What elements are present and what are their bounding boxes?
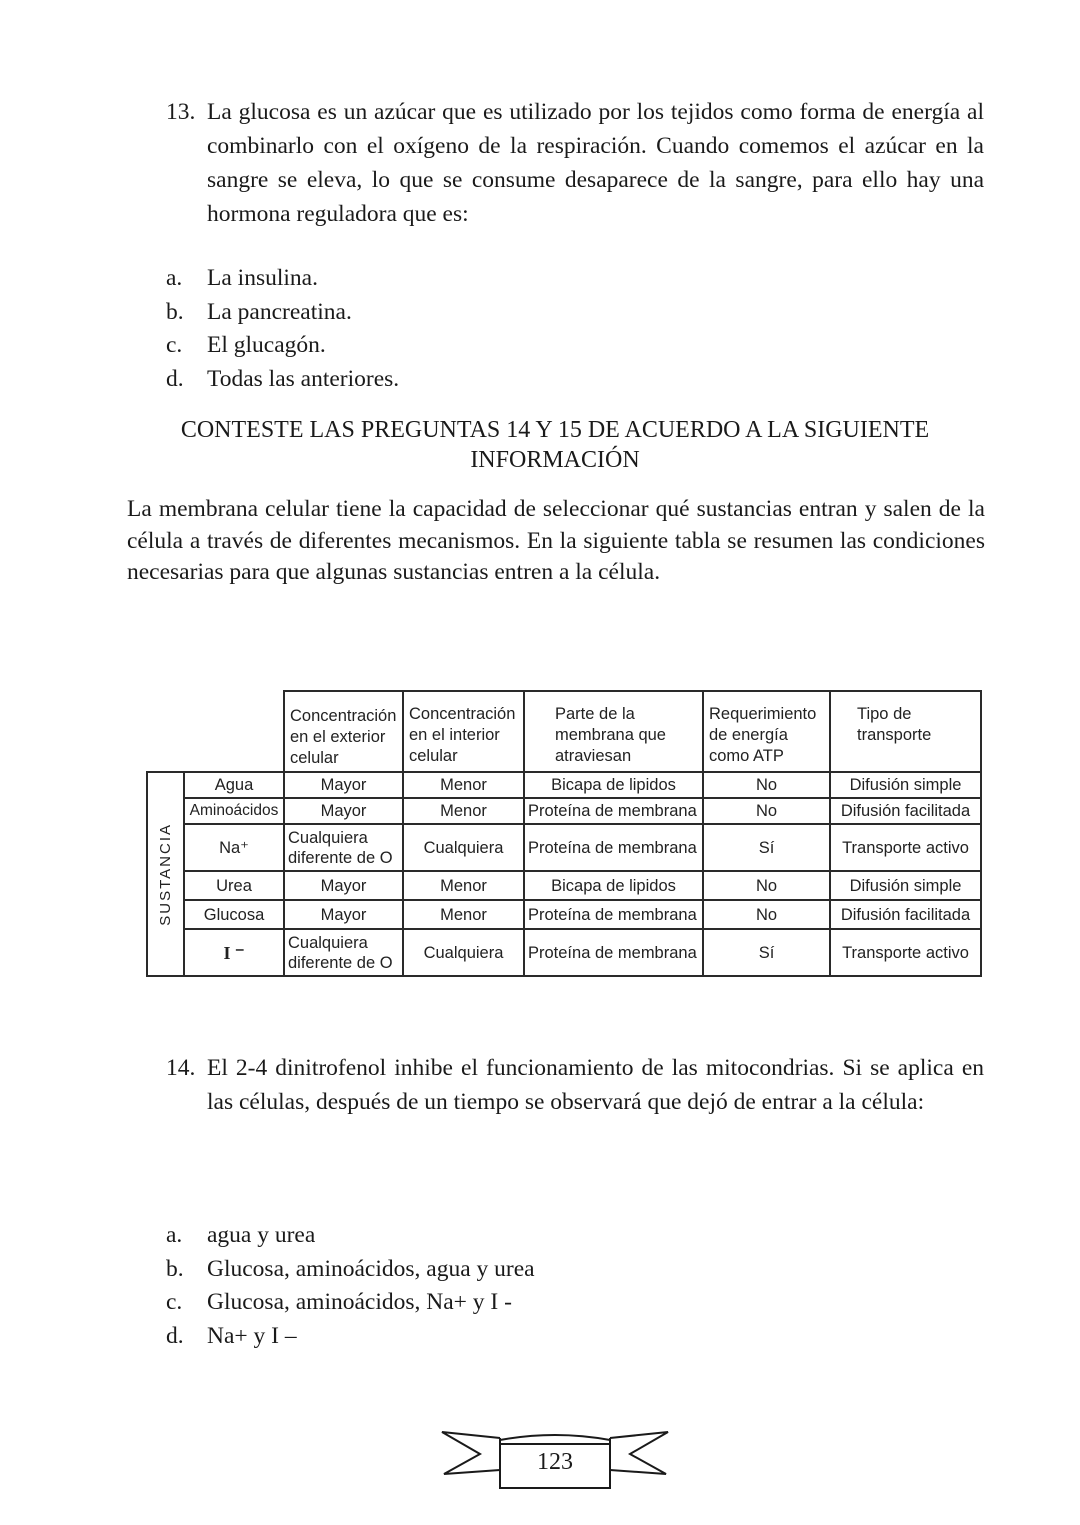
table-row: Glucosa Mayor Menor Proteína de membrana No Difusión facilitada [147, 900, 981, 929]
option-b: b. Glucosa, aminoácidos, agua y urea [166, 1255, 535, 1282]
header-atp: Requerimiento de energía como ATP [703, 691, 830, 772]
question-stem: El 2-4 dinitrofenol inhibe el funcionamiento de las mitocondrias. Si se aplica en las células, después de un tiempo se observará que dejó de entrar a la célula: [207, 1055, 984, 1115]
substance-cell: I ⁻ [184, 929, 284, 976]
transport-table [146, 690, 982, 977]
substance-cell: Urea [184, 871, 284, 900]
page-number: 123 [537, 1449, 573, 1475]
option-a: a. La insulina. [166, 265, 318, 291]
option-d: d. Todas las anteriores. [166, 365, 400, 392]
table-row: SUSTANCIA Agua Mayor Menor Bicapa de lipidos No Difusión simple [147, 772, 981, 798]
question-stem: La glucosa es un azúcar que es utilizado por los tejidos como forma de energía al combinarlo con el oxígeno de la respiración. Cuando comemos el azúcar en la sangre se eleva, lo que se consume desaparece de la sangre, para ello hay una hormona reguladora que es: [207, 99, 984, 227]
instruction-heading: CONTESTE LAS PREGUNTAS 14 Y 15 DE ACUERDO A LA SIGUIENTE INFORMACIÓN [180, 417, 930, 473]
intro-paragraph: La membrana celular tiene la capacidad de seleccionar qué sustancias entran y salen de la célula a través de diferentes mecanismos. En la siguiente tabla se resumen las condiciones necesarias para que algunas sustancias entren a la célula. [127, 496, 985, 585]
substance-cell: Agua [184, 772, 284, 798]
question-number: 13. [166, 99, 196, 125]
option-d: d. Na+ y I – [166, 1322, 297, 1349]
question-14 [166, 1051, 984, 1119]
table-row: Na⁺ Cualquiera diferente de O Cualquiera Proteína de membrana Sí Transporte activo [147, 824, 981, 871]
option-c: c. El glucagón. [166, 332, 326, 358]
table-header-row [147, 691, 981, 772]
header-type: Tipo de transporte [830, 691, 981, 772]
substance-cell: Na⁺ [184, 824, 284, 871]
table-row: Urea Mayor Menor Bicapa de lipidos No Difusión simple [147, 871, 981, 900]
option-b: b. La pancreatina. [166, 298, 352, 325]
header-part: Parte de la membrana que atraviesan [524, 691, 703, 772]
side-label-cell [147, 772, 184, 976]
option-a: a. agua y urea [166, 1222, 316, 1248]
question-14-options [166, 1219, 535, 1353]
header-interior: Concentración en el interior celular [403, 691, 524, 772]
question-number: 14. [166, 1055, 196, 1081]
substance-cell: Aminoácidos [184, 798, 284, 824]
table-row: I ⁻ Cualquiera diferente de O Cualquiera Proteína de membrana Sí Transporte activo [147, 929, 981, 976]
question-13 [166, 95, 984, 231]
question-13-options [166, 262, 399, 396]
substance-cell: Glucosa [184, 900, 284, 929]
option-c: c. Glucosa, aminoácidos, Na+ y I - [166, 1289, 512, 1315]
table-row: Aminoácidos Mayor Menor Proteína de membrana No Difusión facilitada [147, 798, 981, 824]
header-exterior: Concentración en el exterior celular [284, 691, 403, 772]
side-label: SUSTANCIA [156, 822, 174, 926]
